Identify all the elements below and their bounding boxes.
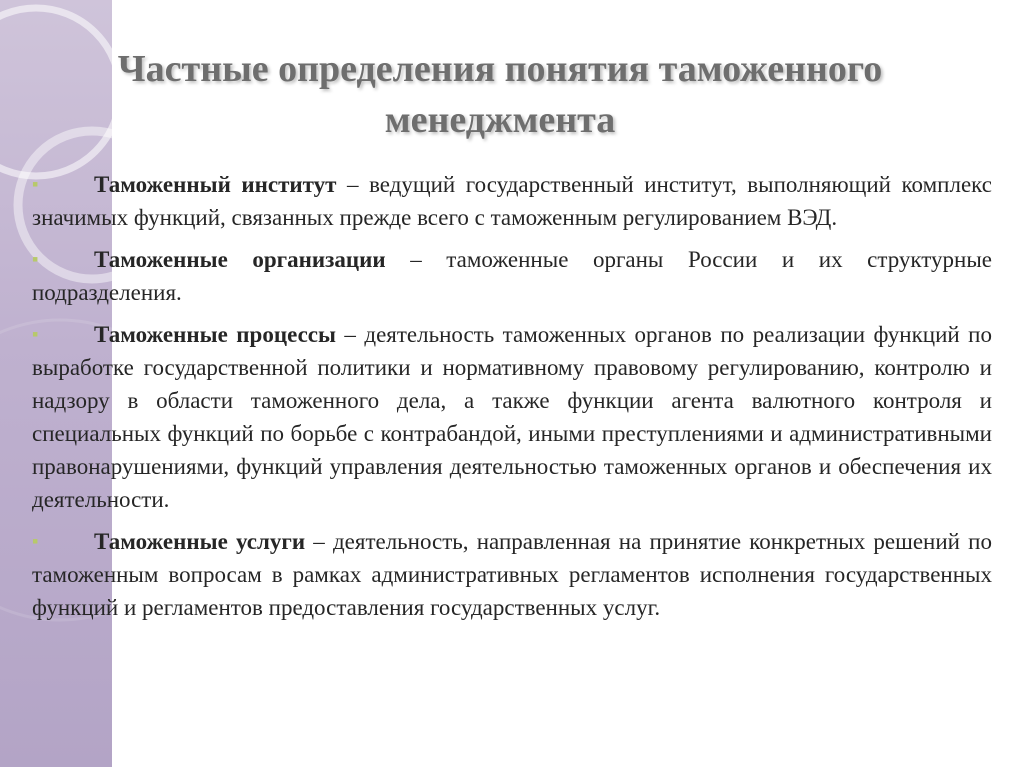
bullet-icon: ▪ bbox=[32, 324, 39, 344]
definition-item-organizations bbox=[32, 243, 992, 309]
slide-title: Частные определения понятия таможенного менеджмента bbox=[117, 48, 883, 141]
definition-term: Таможенные услуги bbox=[94, 529, 306, 554]
definition-term: Таможенные процессы bbox=[94, 322, 336, 347]
definition-item-processes bbox=[32, 318, 992, 516]
definition-term: Таможенные организации bbox=[94, 247, 386, 272]
bullet-icon: ▪ bbox=[32, 531, 39, 551]
definition-list bbox=[32, 168, 992, 633]
definition-term: Таможенный институт bbox=[94, 172, 337, 197]
definition-item-services bbox=[32, 525, 992, 624]
bullet-icon: ▪ bbox=[32, 249, 39, 269]
definition-text: – таможенные органы России и их структурные подразделения. bbox=[32, 247, 992, 305]
definition-text: – деятельность, направленная на принятие конкретных решений по таможенным вопросам в рамках административных регламентов исполнения государственных функций и регламентов предоставления государственных услуг. bbox=[32, 529, 992, 620]
definition-text: – деятельность таможенных органов по реализации функций по выработке государственной политики и нормативному правовому регулированию, контролю и надзору в области таможенного дела, а также функции агента валютного контроля и специальных функций по борьбе с контрабандой, иными преступлениями и административными правонарушениями, функций управления деятельностью таможенных органов и обеспечения их деятельности. bbox=[32, 322, 992, 512]
bullet-icon: ▪ bbox=[32, 174, 39, 194]
definition-text: – ведущий государственный институт, выполняющий комплекс значимых функций, связанных прежде всего с таможенным регулированием ВЭД. bbox=[32, 172, 992, 230]
definition-item-institute bbox=[32, 168, 992, 234]
